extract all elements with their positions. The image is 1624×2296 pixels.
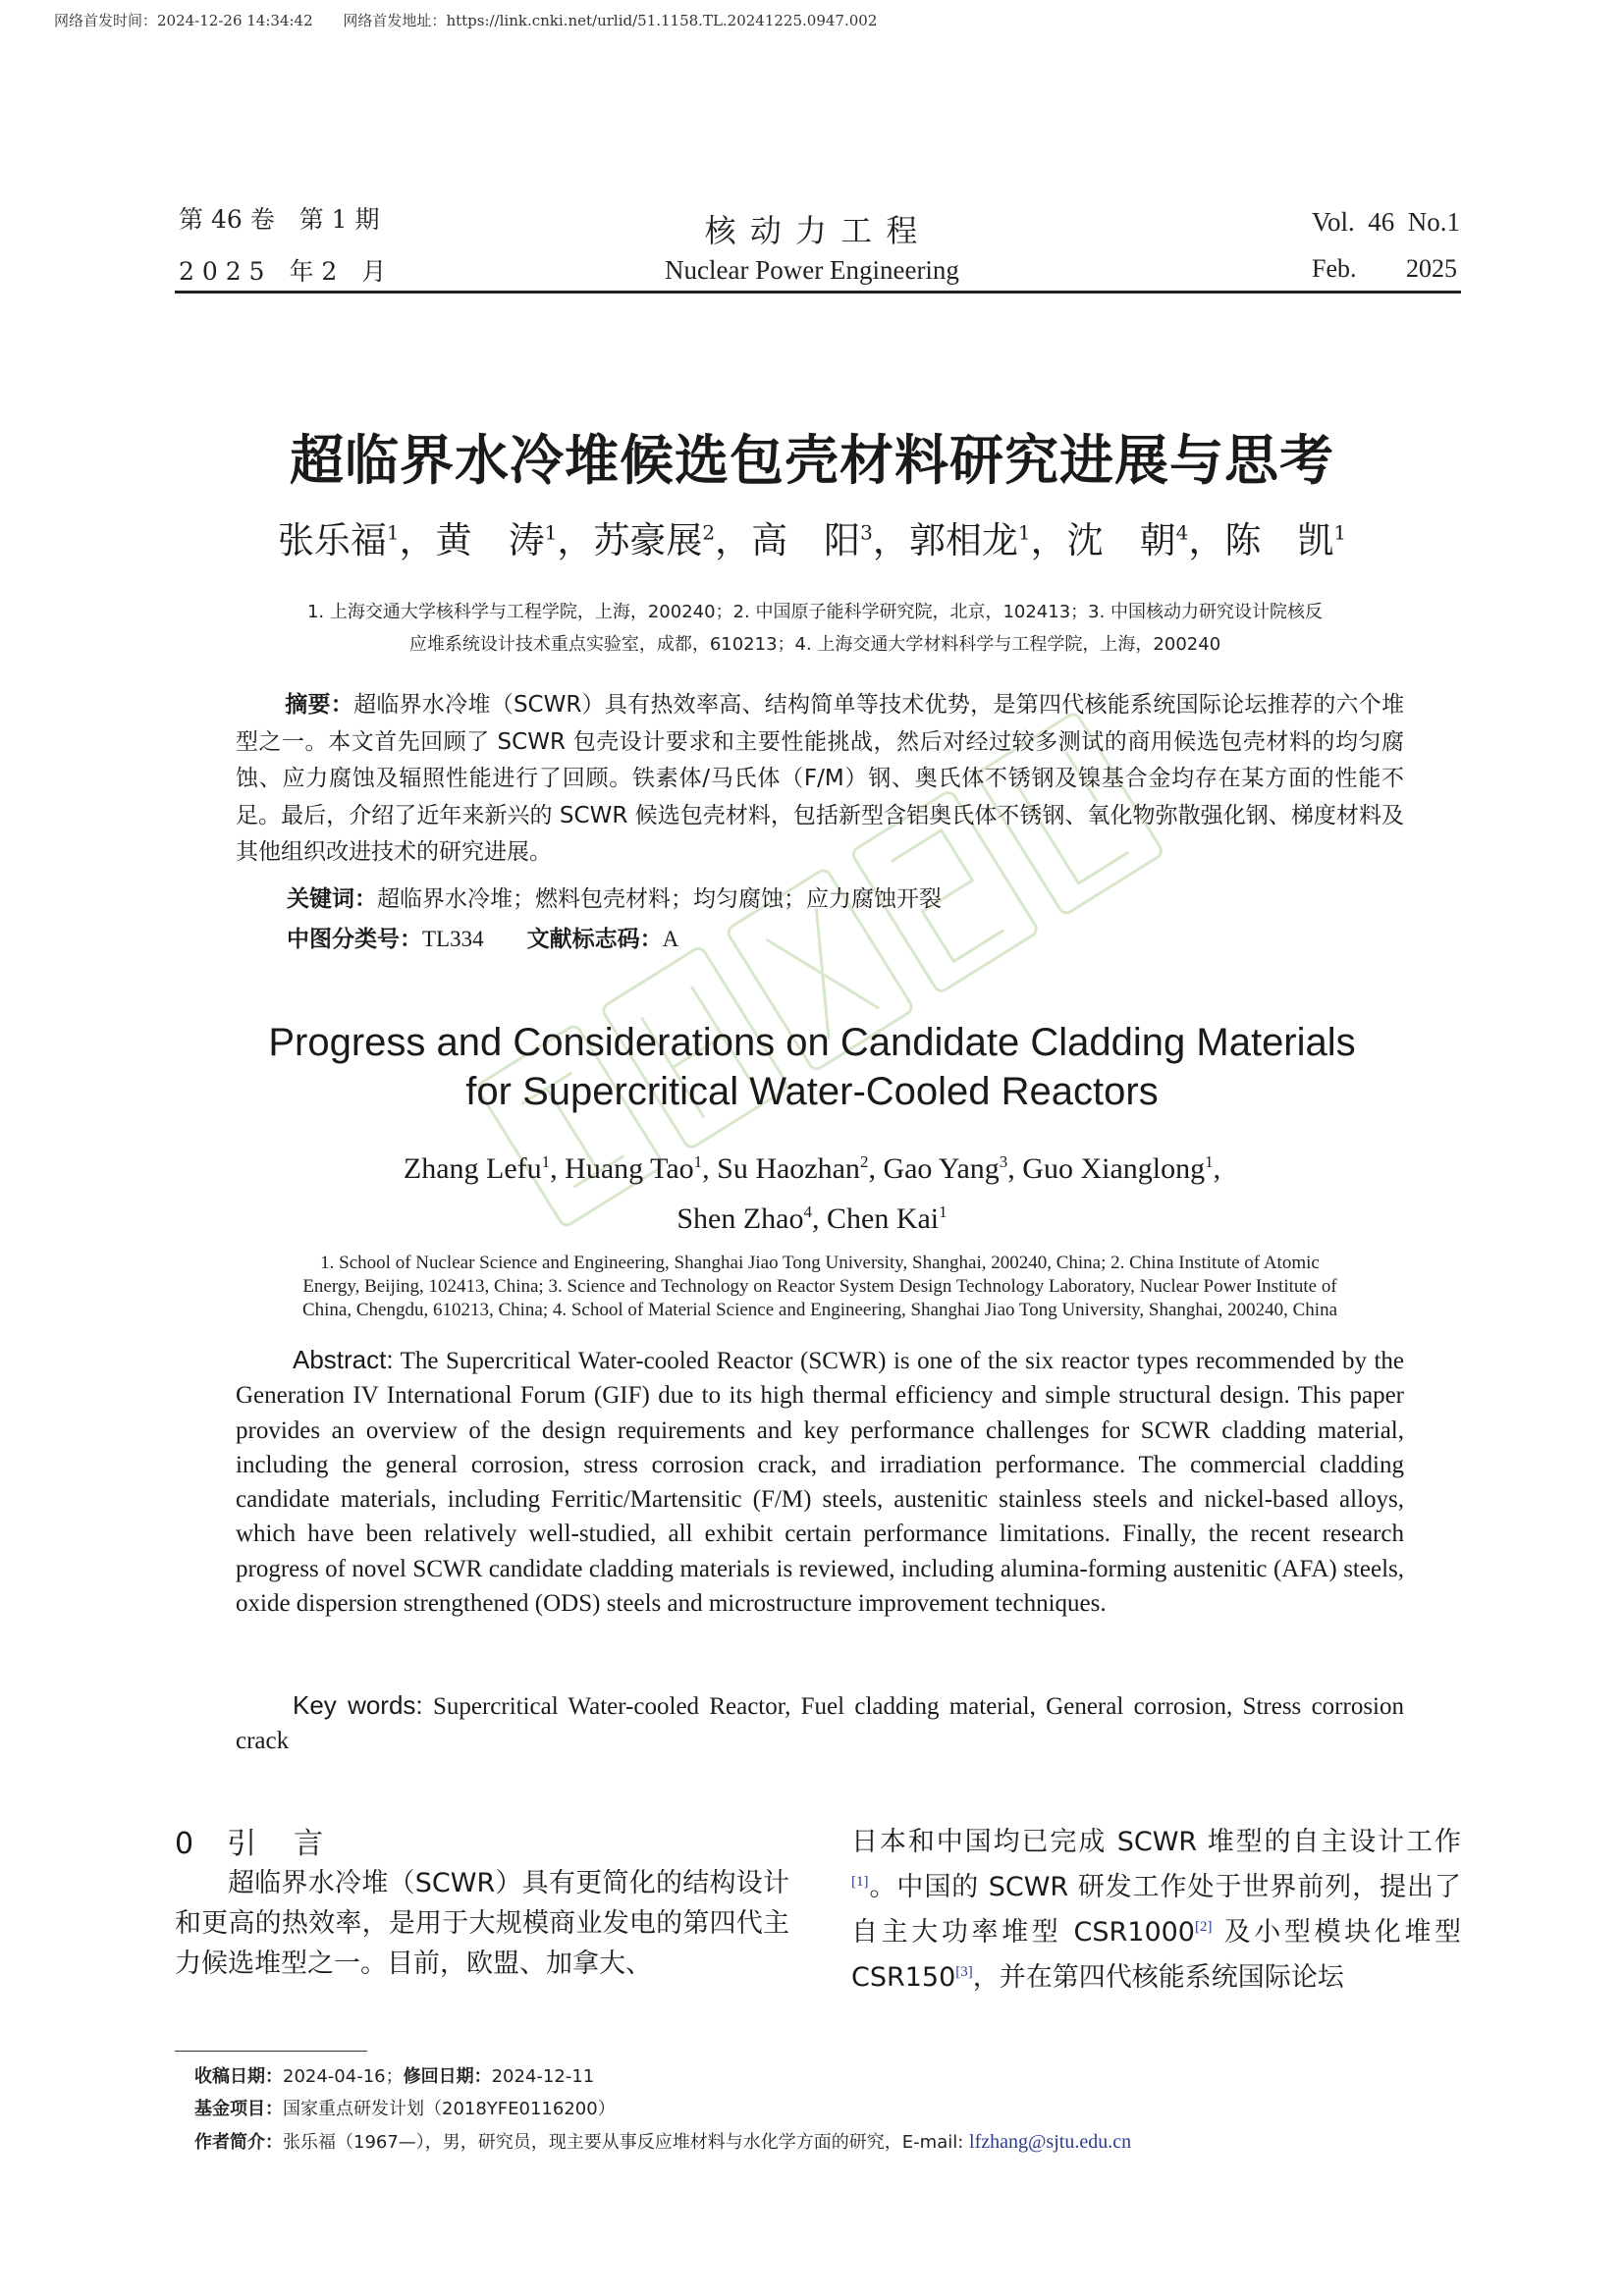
author-aff: 1 [386,520,400,545]
header-month-en: Feb. [1312,254,1357,283]
affiliation-line: China, Chengdu, 610213, China; 4. School of Material Science and Engineering, Shanghai Jiao Tong University, Shanghai, 200240, China [301,1300,1338,1320]
author-name: Guo Xianglong [1022,1152,1206,1185]
fund-label: 基金项目： [194,2099,283,2119]
author-aff: 1 [1333,520,1347,545]
section-number: 0 [175,1827,198,1861]
author-aff: 1 [1205,1152,1214,1171]
abstract-label-en: Abstract: [293,1345,394,1374]
author-list-en [0,1141,1624,1241]
author-name: 黄 涛 [435,519,545,561]
author-name: Su Haozhan [717,1152,860,1185]
citation-ref[interactable]: [1] [851,1874,869,1890]
author-cn [909,519,1031,561]
keywords-en [236,1688,1404,1759]
pub-url-value[interactable]: https://link.cnki.net/urlid/51.1158.TL.20241225.0947.002 [446,12,878,29]
doc-code-value: A [662,927,679,951]
author-name: Chen Kai [827,1202,940,1235]
pub-url [343,12,877,29]
journal-name-cn: 核 动 力 工 程 [704,212,920,249]
citation-ref[interactable]: [3] [955,1964,973,1980]
author-en [717,1152,868,1185]
author-email-link[interactable]: lfzhang@sjtu.edu.cn [969,2131,1132,2153]
journal-name-en: Nuclear Power Engineering [665,255,959,285]
footnote-dates [194,2062,594,2088]
revised-label: 修回日期： [403,2066,492,2087]
author-cn [1224,519,1346,561]
author-bio-label: 作者简介： [194,2132,283,2153]
author-en [1022,1152,1213,1185]
abstract-label-cn: 摘要： [285,692,354,718]
author-aff: 2 [702,520,716,545]
body-column-right [851,1822,1461,1998]
received-date: 2024-04-16； [283,2066,404,2087]
author-name: 陈 凯 [1224,519,1334,561]
author-line: Shen Zhao$^4$, Chen Kai$^1$ [677,1202,947,1235]
body-column-left: 超临界水冷堆（SCWR）具有更简化的结构设计和更高的热效率，是用于大规模商业发电的第四代主力候选堆型之一。目前，欧盟、加拿大、 [175,1868,789,1979]
affiliation-line: Energy, Beijing, 102413, China; 3. Science and Technology on Reactor System Design Technology Laboratory, Nuclear Power Institute of [302,1276,1337,1297]
doc-code-label: 文献标志码： [526,927,663,952]
received-label: 收稿日期： [194,2066,283,2087]
author-en [565,1152,702,1185]
author-aff: 1 [693,1152,703,1171]
author-aff: 4 [803,1202,812,1221]
author-cn [751,519,873,561]
keywords-label-en: Key words: [293,1690,423,1720]
author-aff: 3 [999,1152,1008,1171]
author-name: 苏豪展 [593,519,703,561]
author-cn [1067,519,1189,561]
author-name: Shen Zhao [677,1202,804,1235]
fund-text: 国家重点研发计划（2018YFE0116200） [283,2099,616,2119]
author-en [827,1202,947,1235]
author-cn [593,519,715,561]
header-year-en: 2025 [1406,254,1457,283]
author-aff: 1 [1017,520,1031,545]
pub-time-value: 2024-12-26 14:34:42 [157,12,313,29]
author-line: Zhang Lefu$^1$, Huang Tao$^1$, Su Haozhan$^2$, Gao Yang$^3$, Guo Xianglong$^1$, [403,1152,1221,1185]
body-text: 及小型模块化堆型 CSR150 [851,1917,1461,1993]
author-aff: 1 [541,1152,551,1171]
paper-title-cn: 超临界水冷堆候选包壳材料研究进展与思考 [289,429,1334,492]
body-text: 。中国的 SCWR 研发工作处于世界前列，提出了自主大功率堆型 CSR1000 [851,1872,1461,1948]
body-text: 日本和中国均已完成 SCWR 堆型的自主设计工作 [851,1827,1461,1857]
author-name: Huang Tao [565,1152,694,1185]
keywords-cn [287,881,942,918]
affiliation-line: 1. 上海交通大学核科学与工程学院，上海，200240；2. 中国原子能科学研究院，北京，102413；3. 中国核动力研究设计院核反 [306,602,1324,622]
author-name: 郭相龙 [908,519,1018,561]
author-aff: 1 [544,520,558,545]
author-aff: 2 [859,1152,869,1171]
header-volume-issue-cn: 第 46 卷 第 1 期 [179,205,380,234]
header-rule [175,291,1461,294]
author-cn [278,519,400,561]
author-aff: 3 [860,520,873,545]
pub-url-label: 网络首发地址： [343,12,447,29]
pub-time [54,12,313,29]
section-heading [175,1819,327,1862]
abstract-text-cn: 超临界水冷堆（SCWR）具有热效率高、结构简单等技术优势，是第四代核能系统国际论坛推荐的六个堆型之一。本文首先回顾了 SCWR 包壳设计要求和主要性能挑战，然后对经过较多测试的商用候选包壳材料的均匀腐蚀、应力腐蚀及辐照性能进行了回顾。铁素体/马氏体（F/M）钢、奥氏体不锈钢及镍基合金均存在某方面的性能不足。最后，介绍了近年来新兴的 SCWR 候选包壳材料，包括新型含铝奥氏体不锈钢、氧化物弥散强化钢、梯度材料及其他组织改进技术的研究进展。 [236,692,1404,865]
clc-value: TL334 [422,927,484,951]
abstract-cn [236,687,1404,872]
title-line: for Supercritical Water-Cooled Reactors [465,1070,1159,1113]
keywords-text-cn: 超临界水冷堆；燃料包壳材料；均匀腐蚀；应力腐蚀开裂 [377,886,942,912]
online-publication-line [54,10,902,30]
author-aff: 4 [1175,520,1189,545]
abstract-en [236,1343,1404,1621]
body-text: ，并在第四代核能系统国际论坛 [972,1962,1344,1993]
revised-date: 2024-12-11 [491,2066,595,2087]
paper-title-en [0,1018,1624,1116]
footnote-fund [194,2095,616,2120]
affiliation-line: 应堆系统设计技术重点实验室，成都，610213；4. 上海交通大学材料科学与工程学院，上海，200240 [408,634,1221,655]
author-name: 张乐福 [277,519,387,561]
footnote-author [194,2128,1131,2154]
abstract-text-en: The Supercritical Water-cooled Reactor (SCWR) is one of the six reactor types recommended by the Generation IV International Forum (GIF) due to its high thermal efficiency and simple structural design. This paper provides an overview of the design requirements and key performance challenges for SCWR cladding material, including the general corrosion, stress corrosion crack, and irradiation performance. The commercial cladding candidate materials, including Ferritic/Martensitic (F/M) steels, austenitic stainless steels and nickel-based alloys, which have been relatively well-studied, all exhibit certain performance limitations. Finally, the recent research progress of novel SCWR candidate cladding materials is reviewed, including alumina-forming austenitic (AFA) steels, oxide dispersion strengthened (ODS) steels and microstructure improvement techniques. [236,1348,1404,1618]
pub-time-label: 网络首发时间： [54,12,158,29]
classification-cn [287,921,678,958]
keywords-label-cn: 关键词： [287,886,377,912]
author-en [883,1152,1007,1185]
author-name: Gao Yang [883,1152,1000,1185]
author-name: Zhang Lefu [403,1152,542,1185]
author-bio-text: 张乐福（1967—），男，研究员，现主要从事反应堆材料与水化学方面的研究，E-mail: [283,2132,970,2153]
header-date-cn: 2 0 2 5 年 2 月 [179,257,387,286]
header-volume-issue-en: Vol. 46 No.1 [1312,207,1461,237]
author-en [404,1152,550,1185]
title-line: Progress and Considerations on Candidate Cladding Materials [268,1021,1356,1064]
author-aff: 1 [939,1202,947,1221]
author-name: 高 阳 [751,519,861,561]
affiliation-line: 1. School of Nuclear Science and Engineering, Shanghai Jiao Tong University, Shanghai, 200240, China; 2. China Institute of Atomic [320,1253,1320,1273]
author-list-cn: 张乐福$^1$，黄 涛$^1$，苏豪展$^2$，高 阳$^3$，郭相龙$^1$，沈 朝$^4$，陈 凯$^1$ [277,519,1347,561]
author-name: 沈 朝 [1066,519,1176,561]
author-en [677,1202,812,1235]
clc-label: 中图分类号： [287,927,422,952]
footnote-rule [175,2051,367,2052]
affiliations-en [236,1252,1404,1322]
affiliations-cn [226,596,1404,661]
citation-ref[interactable]: [2] [1194,1919,1213,1935]
section-title: 引 言 [227,1827,328,1861]
keywords-text-en: Supercritical Water-cooled Reactor, Fuel cladding material, General corrosion, Stress corrosion crack [236,1693,1404,1755]
author-cn [436,519,558,561]
